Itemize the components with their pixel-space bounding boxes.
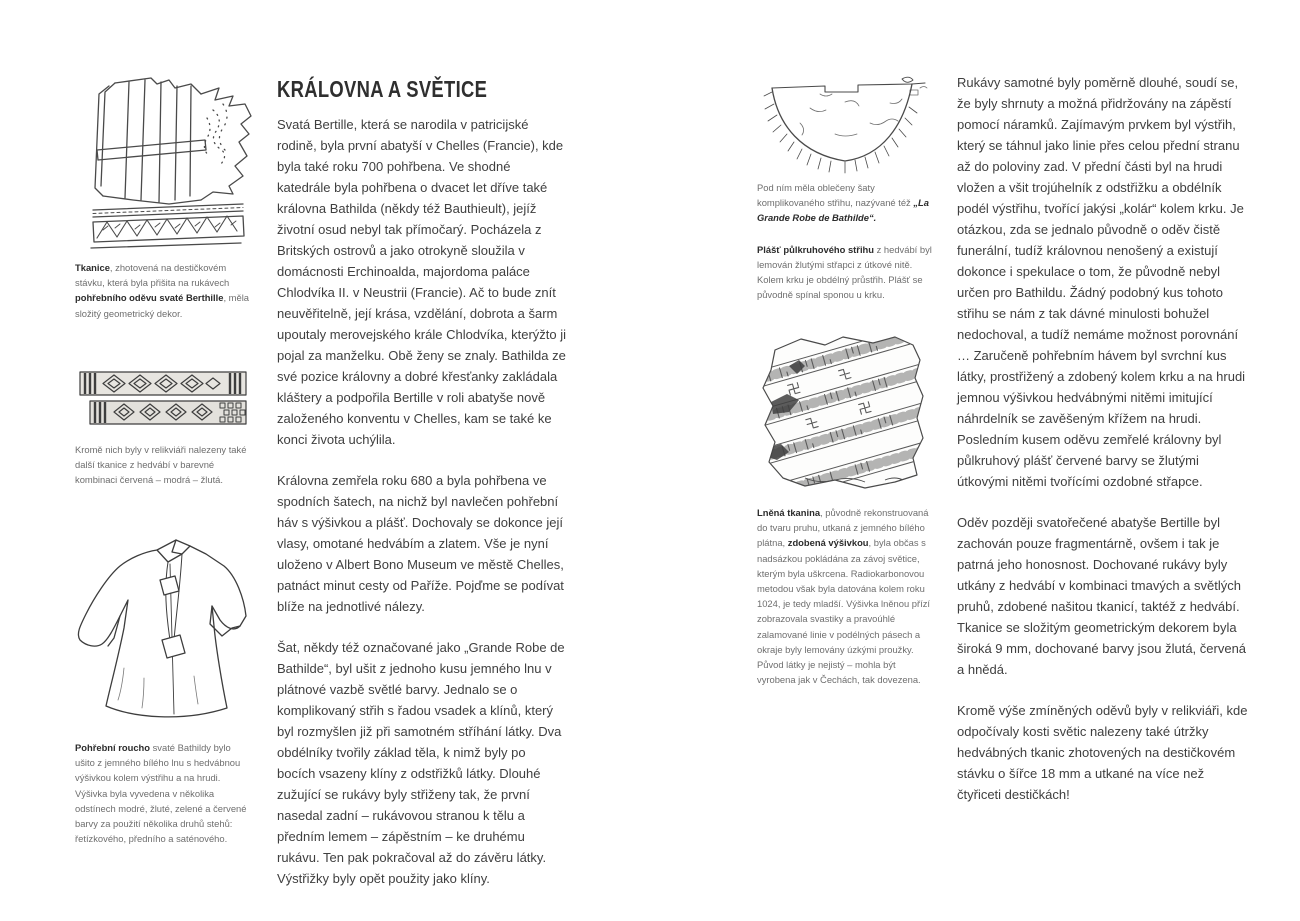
caption-bold-italic-term: „La Grande Robe de Bathilde“. [757, 197, 929, 224]
body-paragraph: Rukávy samotné byly poměrně dlouhé, soudí se, že byly shrnuty a možná přidržovány na zápěstí pomocí náramků. Zajímavým prvkem byl výstřih, který se táhnul jako linie přes celou přední stranu až do poloviny zad. V přední části byl na hrudi vložen a všit trojúhelník z odstřižku a obdélník podél výstřihu, tvořící jakýsi „kolár“ kolem krku. Je otázkou, zda se jednalo původně o oděv čistě funerální, tudíž královnou nenošený a existují dokonce i spekulace o tom, že původně nebyl určen pro Bathildu. Žádný podobný kus tohoto střihu se nám z tak dávné minulosti bohužel nedochoval, a tudíž nemáme možnost porovnání … Zaručeně pohřebním hávem byl svrchní kus látky, prostřižený a zdobený kolem krku a na hrudi jemnou výšivkou hedvábnými nitěmi imitující náhrdelník se zavěšeným křížem na hrudi. Posledním kusem oděvu zemřelé královny byl půlkruhový plášť červené barvy se žlutými útkovými nitěmi tvořícími ozdobné střapce. [957, 75, 1246, 489]
caption-text: svaté Bathildy bylo ušito z jemného bílého lnu s hedvábnou výšivkou kolem výstřihu a na hrudi. Výšivka byla vyvedena v několika odstínech modré, žluté, zelené a červené barvy za použití několika druhů stehů: řetízkového, předního a saténového. [75, 742, 247, 845]
caption-text: Pod ním měla oblečeny šaty komplikovaného střihu, nazývané též [757, 182, 914, 209]
caption-text: , původně rekonstruovaná do tvaru pruhu, utkaná z jemného bílého plátna, [757, 507, 929, 549]
caption-text: , zhotovená na destičkovém stávku, která byla přišita na rukávech [75, 262, 230, 289]
page-title: KRÁLOVNA A SVĚTICE [277, 76, 488, 102]
caption-bold-term: pohřebního oděvu svaté Berthille [75, 292, 224, 304]
caption-grande-robe [757, 180, 933, 226]
right-caption-block-1 [757, 180, 933, 316]
caption-bold-term: zdobená výšivkou [787, 537, 869, 549]
caption-text: z hedvábí byl lemován žlutými střapci z útkové nitě. Kolem krku je obdélný průstřih. Plášť se původně spínal sponou u krku. [757, 243, 932, 301]
caption-text: , byla občas s nadsázkou pokládána za závoj světice, kterým byla uškrcena. Radiokarbonovou metodou však byla datována kolem roku 1024, je tedy mladší. Výšivka lněnou přízí zobrazovala svastiky a pravoúhlé zalamované linie v podélných pásech a okraje byly lemovány úzkými proužky. Původ látky je nejistý – mohla být vyrobena jak v Čechách, tak dovezena. [757, 537, 931, 686]
body-paragraph: Kromě výše zmíněných oděvů byly v relikviáři, kde odpočívaly kosti světic nalezeny také útržky hedvábných tkanic zhotovených na destičkovém stávku o šířce 18 mm a utkané na více než čtyřiceti destičkách! [957, 703, 1248, 802]
body-paragraph: Královna zemřela roku 680 a byla pohřbena ve spodních šatech, na nichž byl navlečen pohřební háv s výšivkou a plášť. Dochovaly se dokonce její vlasy, omotané hedvábím a zlatem. Vše je nyní uloženo v Albert Bono Museum ve městě Chelles, patnáct minut cesty od Paříže. Pojďme se podívat blíže na jednotlivé nálezy. [277, 473, 564, 614]
left-body-column [277, 114, 567, 909]
caption-bold-term: Plášť půlkruhového střihu [757, 243, 875, 255]
burial-tunic-sketch [64, 528, 269, 728]
caption-pohrebni-roucho [75, 740, 251, 846]
caption-bold-term: Pohřební roucho [75, 742, 150, 753]
woven-bands-sketch [78, 369, 248, 427]
caption-text: , měla složitý geometrický dekor. [75, 292, 249, 319]
caption-plast [757, 242, 933, 303]
caption-relikviar-tkanice [75, 442, 251, 488]
caption-text: Kromě nich byly v relikviáři nalezeny také další tkanice z hedvábí v barevné kombinaci červená – modrá – žlutá. [75, 444, 247, 486]
caption-tkanice [75, 260, 251, 321]
caption-lnena-tkanina [757, 505, 935, 687]
body-paragraph: Šat, někdy též označované jako „Grande Robe de Bathilde“, byl ušit z jednoho kusu jemného lnu v plátnové vazbě světlé barvy. Jednalo se o komplikovaný střih s řadou vsadek a klínů, který byl rozmyšlen již při samotném stříhání látky. Dva obdélníky tvořily základ těla, k nimž byly po bocích vsazeny klíny z odstřižků látky. Dlouhé zužující se rukávy byly střiženy tak, že první nasedal zadní – rukávovou stranou k tělu a předním lemem – zápěstním – ke druhému rukávu. Ten pak pokračoval až do závěru látky. Výstřižky byly opět použity jako klíny. [277, 640, 565, 886]
sarcophagus-fragment-sketch [73, 70, 255, 252]
caption-bold-term: Lněná tkanina [757, 507, 821, 518]
linen-fragment-sketch [745, 330, 935, 495]
semicircular-cloak-sketch [750, 68, 935, 176]
caption-bold-term: Tkanice [75, 262, 110, 273]
body-paragraph: Svatá Bertille, která se narodila v patricijské rodině, byla první abatyší v Chelles (Francie), kde byla také roku 700 pohřbena. Ve shodné katedrále byla pohřbena o dvacet let dříve také královna Bathilda (někdy též Bauthieult), jejíž životní osud nebyl tak přímočarý. Pocházela z Britských ostrovů a jako otrokyně sloužila v domácnosti Erchinoalda, majordoma paláce Chlodvíka II. v Neustrii (Francie). Ač to bude znít neuvěřitelně, její krása, vzdělání, dobrota a šarm upoutaly merovejského krále Chlodvíka, kterýžto ji pojal za manželku. Obě ženy se znaly. Bathilda ze své pozice královny a dobré křesťanky zakládala kláštery a podpořila Bertille v roli abatyše nově založeného konventu v Chelles, kam se také ke konci života uchýlila. [277, 117, 567, 447]
right-body-column [957, 72, 1249, 825]
body-paragraph: Oděv později svatořečené abatyše Bertille byl zachován pouze fragmentárně, ovšem i tak je patrná jeho honosnost. Dochované rukávy byly utkány z hedvábí v kombinaci tmavých a světlých pruhů, zdobené našitou tkanicí, taktéž z hedvábí. Tkanice se složitým geometrickým dekorem byla široká 9 mm, dochované barvy jsou žlutá, červená a hnědá. [957, 515, 1247, 677]
